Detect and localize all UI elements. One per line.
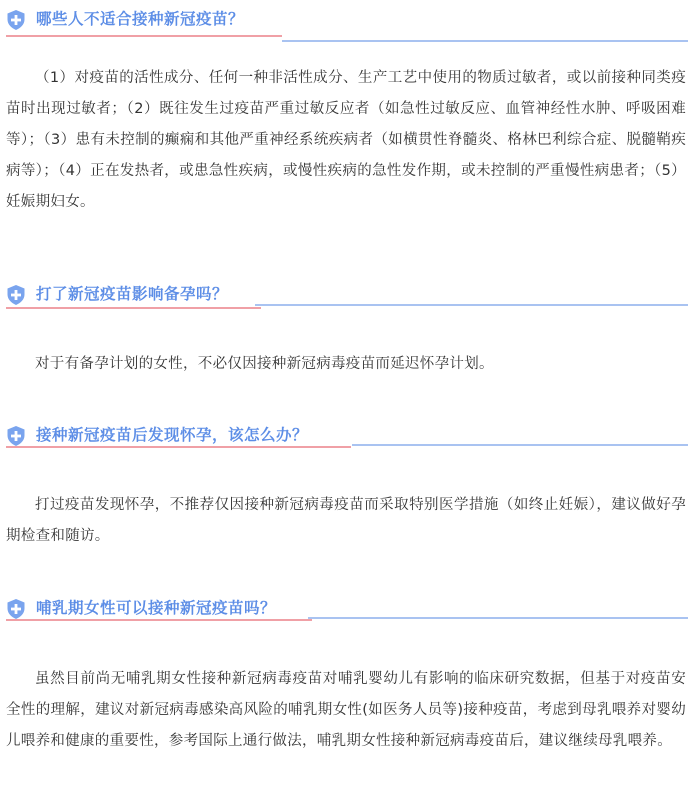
section-heading-text: 哪些人不适合接种新冠疫苗？ xyxy=(36,10,245,28)
heading-underline-rule xyxy=(308,617,688,619)
section-paragraph: 对于有备孕计划的女性，不必仅因接种新冠病毒疫苗而延迟怀孕计划。 xyxy=(35,356,494,372)
section-heading-text: 哺乳期女性可以接种新冠疫苗吗？ xyxy=(36,599,277,617)
section-paragraph: 虽然目前尚无哺乳期女性接种新冠病毒疫苗对哺乳婴幼儿有影响的临床研究数据，但基于对疫苗安全性的理解，建议对新冠病毒感染高风险的哺乳期女性(如医务人员等)接种疫苗，考虑到母乳喂养对婴幼儿喂养和健康的重要性，参考国际上通行做法，哺乳期女性接种新冠病毒疫苗后，建议继续母乳喂养。 xyxy=(6,671,686,749)
section-heading-text: 打了新冠疫苗影响备孕吗？ xyxy=(36,285,229,303)
heading-underline-rule xyxy=(282,40,688,42)
section-heading-text: 接种新冠疫苗后发现怀孕，该怎么办？ xyxy=(36,426,309,444)
shield-plus-icon xyxy=(6,284,26,306)
shield-plus-icon xyxy=(6,425,26,447)
heading-underline-accent xyxy=(6,619,312,621)
faq-section-4 xyxy=(0,595,694,623)
heading-underline-rule xyxy=(352,444,688,446)
section-heading xyxy=(0,6,694,34)
section-paragraph: （1）对疫苗的活性成分、任何一种非活性成分、生产工艺中使用的物质过敏者，或以前接种同类疫苗时出现过敏者；（2）既往发生过疫苗严重过敏反应者（如急性过敏反应、血管神经性水肿、呼吸困难等）；（3）患有未控制的癫痫和其他严重神经系统疾病者（如横贯性脊髓炎、格林巴利综合症、脱髓鞘疾病等）；（4）正在发热者，或患急性疾病，或慢性疾病的急性发作期，或未控制的严重慢性病患者；（5）妊娠期妇女。 xyxy=(6,70,686,210)
section-paragraph: 打过疫苗发现怀孕，不推荐仅因接种新冠病毒疫苗而采取特别医学措施（如终止妊娠），建议做好孕期检查和随访。 xyxy=(6,497,686,544)
heading-underline-accent xyxy=(6,307,261,309)
shield-plus-icon xyxy=(6,598,26,620)
faq-section-1 xyxy=(0,6,694,34)
faq-section-2 xyxy=(0,281,694,309)
faq-section-3 xyxy=(0,422,694,450)
heading-underline-accent xyxy=(6,35,282,37)
shield-plus-icon xyxy=(6,9,26,31)
heading-underline-rule xyxy=(255,304,688,306)
heading-underline-accent xyxy=(6,446,351,448)
